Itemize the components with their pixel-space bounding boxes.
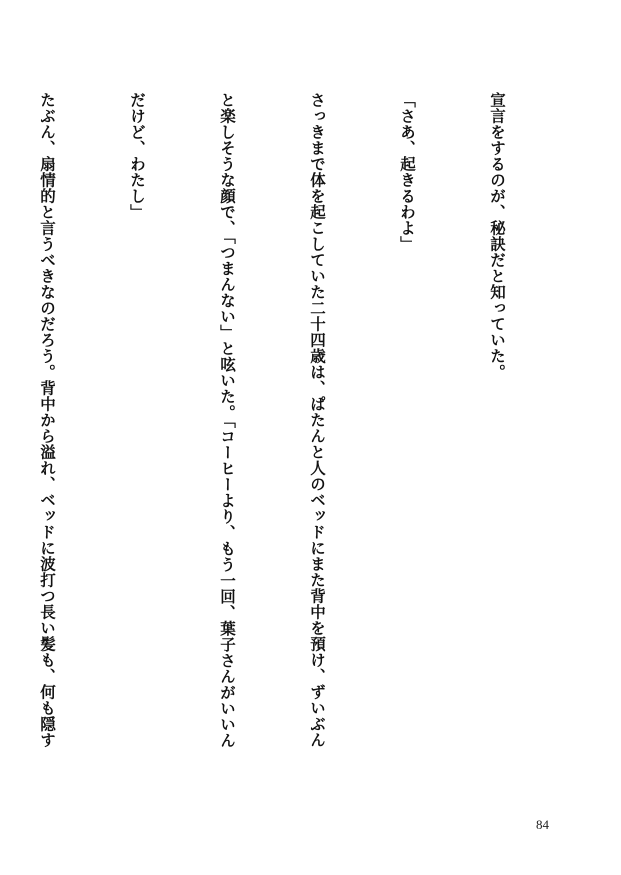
text-line: 宣言をするのが、秘訣だと知っていた。 [488,92,507,380]
body-text [0,92,572,792]
text-line: 「さあ、起きるわよ」 [398,92,417,252]
page-number: 84 [536,817,549,832]
text-line: さっきまで体を起こしていた二十四歳は、ぱたんと人のベッドにまた背中を預け、ずいぶん [308,92,327,748]
text-line: たぶん、扇情的と言うべきなのだろう。背中から溢れ、ベッドに波打つ長い髪も、何も隠す [38,92,57,748]
text-line: だけど、わたし」 [128,92,147,220]
text-line: と楽しそうな顔で、「つまんない」と呟いた。「コーヒーより、もう一回、葉子さんがいいん [218,92,237,749]
